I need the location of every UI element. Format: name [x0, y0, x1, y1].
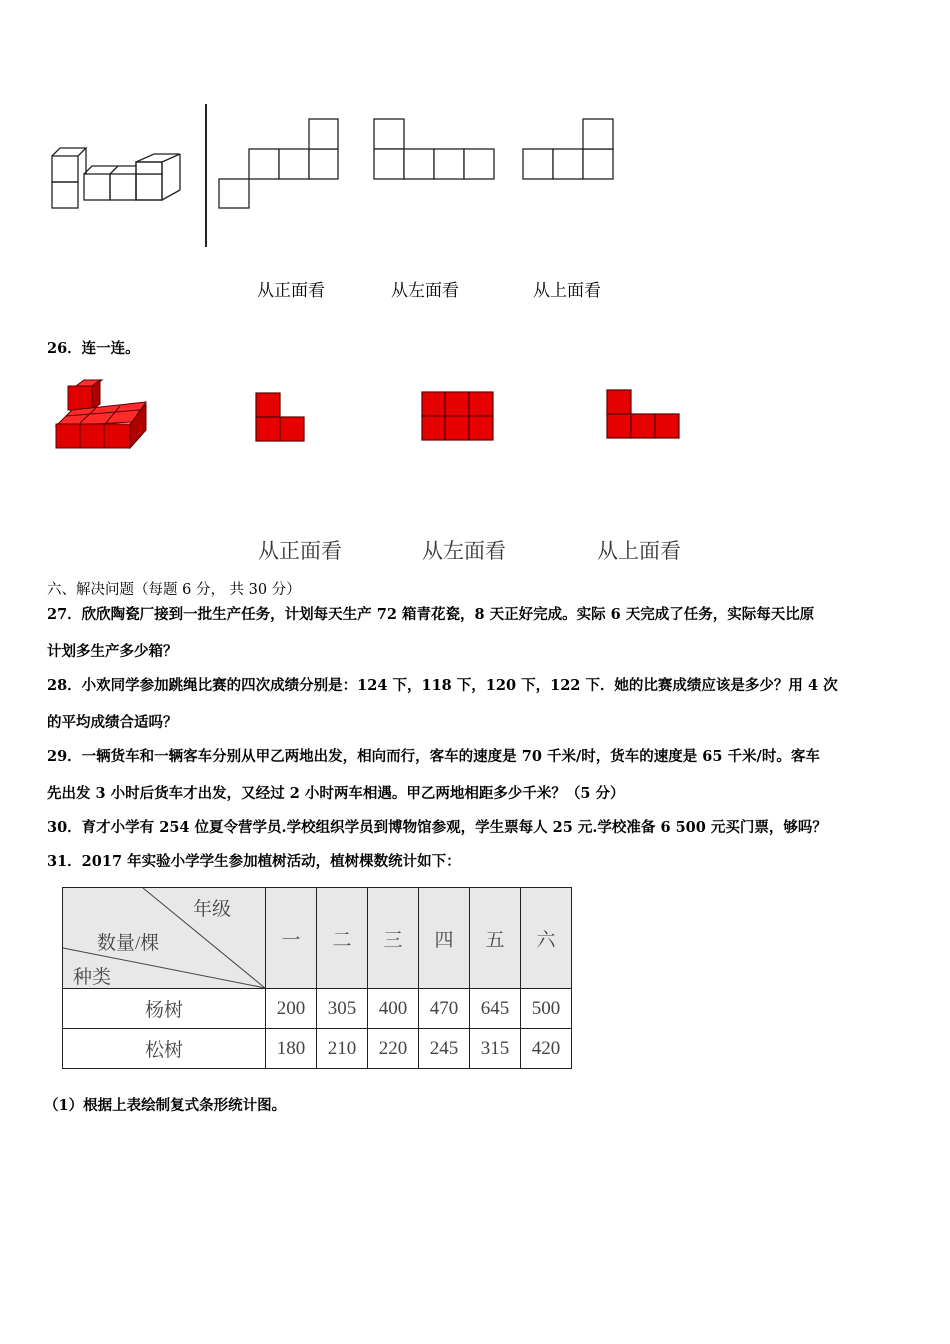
grade-header: 一 [266, 888, 317, 989]
row-name: 松树 [63, 1029, 266, 1069]
grade-header: 三 [368, 888, 419, 989]
question-30: 30．育才小学有 254 位夏令营学员.学校组织学员到博物馆参观，学生票每人 25 元.学校准备 6 500 元买门票，够吗？ [47, 819, 827, 836]
question-31: 31．2017 年实验小学学生参加植树活动，植树棵数统计如下： [47, 853, 461, 870]
table-row [63, 989, 572, 1029]
question-27-line2: 计划多生产多少箱？ [47, 643, 178, 660]
table-cell: 645 [470, 989, 521, 1029]
question-29-line2: 先出发 3 小时后货车才出发，又经过 2 小时两车相遇。甲乙两地相距多少千米？（5 分） [47, 785, 625, 802]
question-31-sub1: （1）根据上表绘制复式条形统计图。 [44, 1097, 287, 1114]
grade-header: 二 [317, 888, 368, 989]
label-top-view: 从上面看 [533, 281, 601, 301]
label-front-view-26: 从正面看 [258, 539, 342, 563]
question-27-line1: 27．欣欣陶瓷厂接到一批生产任务，计划每天生产 72 箱青花瓷，8 天正好完成。实际 6 天完成了任务，实际每天比原 [47, 606, 815, 623]
table-cell: 400 [368, 989, 419, 1029]
table-cell: 220 [368, 1029, 419, 1069]
table-cell: 470 [419, 989, 470, 1029]
table-cell: 200 [266, 989, 317, 1029]
grade-header: 六 [521, 888, 572, 989]
label-left-view: 从左面看 [391, 281, 459, 301]
label-left-view-26: 从左面看 [422, 539, 506, 563]
question-26: 26．连一连。 [47, 340, 140, 357]
section-6-heading: 六、解决问题（每题 6 分， 共 30 分） [47, 582, 301, 598]
corner-type-label: 种类 [73, 967, 112, 988]
red-view-2 [421, 391, 494, 441]
table-cell: 315 [470, 1029, 521, 1069]
label-front-view: 从正面看 [257, 281, 325, 301]
question-29-line1: 29．一辆货车和一辆客车分别从甲乙两地出发，相向而行，客车的速度是 70 千米/时，货车的速度是 65 千米/时。客车 [47, 748, 820, 765]
corner-grade-label: 年级 [193, 899, 232, 920]
top-view-figure [522, 118, 614, 180]
left-view-figure [373, 118, 495, 180]
table-row [63, 1029, 572, 1069]
question-28-line2: 的平均成绩合适吗？ [47, 714, 178, 731]
table-cell: 500 [521, 989, 572, 1029]
red-view-3 [606, 389, 680, 439]
question-28-line1: 28．小欢同学参加跳绳比赛的四次成绩分别是：124 下，118 下，120 下，122 下．她的比赛成绩应该是多少？用 4 次 [47, 677, 838, 694]
table-cell: 420 [521, 1029, 572, 1069]
cube-solid-figure [40, 140, 190, 220]
corner-quantity-label: 数量/棵 [97, 933, 160, 954]
table-cell: 180 [266, 1029, 317, 1069]
red-view-1 [255, 392, 305, 442]
red-cube-solid [54, 378, 150, 450]
table-header-row [63, 888, 572, 989]
table-cell: 210 [317, 1029, 368, 1069]
tree-count-table [62, 887, 572, 1069]
table-cell: 245 [419, 1029, 470, 1069]
front-view-figure [218, 118, 340, 210]
grade-header: 四 [419, 888, 470, 989]
label-top-view-26: 从上面看 [597, 539, 681, 563]
row-name: 杨树 [63, 989, 266, 1029]
divider-line [205, 104, 207, 247]
table-corner-cell [63, 888, 266, 989]
grade-header: 五 [470, 888, 521, 989]
table-cell: 305 [317, 989, 368, 1029]
